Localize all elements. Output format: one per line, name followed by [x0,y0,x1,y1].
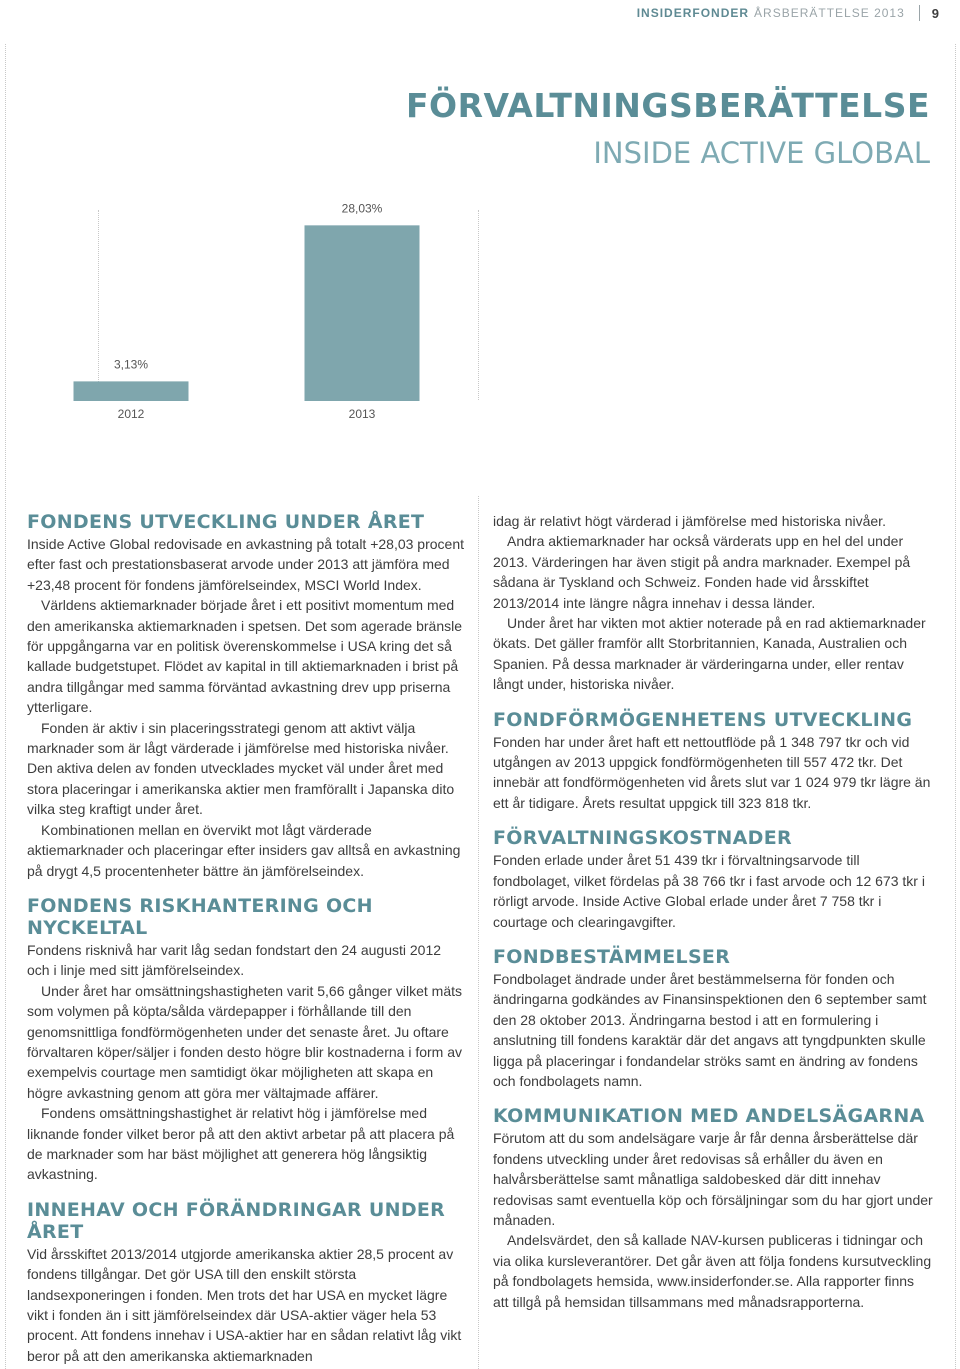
guide-line-center [478,496,479,1369]
bar-value-label: 3,13% [113,357,149,372]
paragraph: Vid årsskiftet 2013/2014 utgjorde amerikanska aktier 28,5 procent av fondens tillgångar. Det gör USA till den enskilt största landsexponeringen i fonden. Men trots det har USA en mycket lägre vikt i fonden än i sitt jämförelseindex där USA-aktier väger hela 53 procent. Att fondens innehav i USA-aktier har en sådan relativt låg vikt beror på att den amerikanska aktiemarknaden [27,1245,462,1364]
heading-riskhantering: FONDENS RISKHANTERING OCH NYCKELTAL [27,894,373,939]
left-column [27,511,467,1366]
paragraph: Under året har vikten mot aktier noterade på en rad aktiemarknader ökats. Det gäller framför allt Storbritannien, Kanada, Australien och Spanien. På dessa marknader är värderingarna under, eller rentav långt under, historiska nivåer. [493,615,926,693]
heading-fondformogenhet: FONDFÖRMÖGENHETENS UTVECKLING [493,708,913,731]
paragraph: Fonden är aktiv i sin placeringsstrategi genom att aktivt välja marknader som är lågt värderade i jämförelse med historiska nivåer. Den aktiva delen av fonden utvecklades mycket väl under året med stora placeringar i amerikanska aktier men framförallt i Japanska dito vilka steg kraftigt under året. [27,719,455,818]
paragraph: idag är relativt högt värderad i jämförelse med historiska nivåer. [493,513,886,529]
paragraph: Världens aktiemarknader började året i ett positivt momentum med den amerikanska aktiemarknaden i spetsen. Det som agerade bränsle för uppgångarna var en politisk överenskommelse i USA kring det så kallade budgetstupet. Flödet av kapital in till aktiemarknaden i brist på andra tillgångar med samma förväntad avkastning drev upp priserna ytterligare. [27,597,463,716]
return-bar-chart [0,0,960,440]
bar-value-label: 28,03% [341,201,383,216]
paragraph: Andelsvärdet, den så kallade NAV-kursen publiceras i tidningar och via olika kursleverantörer. Det går även att följa fondens kursutveckling på fondbolagets hemsida, www.insiderfonder.se. Alla rapporter finns att tillgå på hemsidan tillsammans med månadsrapporterna. [493,1232,932,1310]
paragraph: Fonden erlade under året 51 439 tkr i förvaltningsarvode till fondbolaget, vilket fördelas på 38 766 tkr i fast arvode och 12 673 tkr i rörligt arvode. Inside Active Global erlade under året 7 758 tkr i courtage och clearingavgifter. [493,852,925,930]
brand-name: INSIDERFONDER [636,6,750,20]
bar-2013 [305,225,420,401]
paragraph: Fondens omsättningshastighet är relativt hög i jämförelse med liknande fonder vilket beror på att den aktivt arbetar på att placera på de marknader som har bäst möjlighet att generera hög långsiktig avkastning. [27,1105,455,1183]
paragraph: Andra aktiemarknader har också värderats upp en hel del under 2013. Värderingen har även stigit på andra marknader. Exempel på sådana är Tyskland och Schweiz. Fonden hade vid årsskiftet 2013/2014 inte längre några innehav i dessa länder. [493,533,911,611]
right-column [493,511,933,1312]
page-subtitle: INSIDE ACTIVE GLOBAL [593,136,930,170]
paragraph: Förutom att du som andelsägare varje år får denna årsberättelse där fondens utveckling under året redovisas så erhåller du även en halvårsberättelse samt månatliga saldobesked där ditt innehav redovisas samt eventuella köp och försäljningar som du har gjort under månaden. [493,1130,933,1228]
paragraph: Fondens risknivå har varit låg sedan fondstart den 24 augusti 2012 och i linje med sitt jämförelseindex. [27,941,442,979]
heading-fondens-utveckling: FONDENS UTVECKLING UNDER ÅRET [27,511,425,533]
paragraph: Under året har omsättningshastigheten varit 5,66 gånger vilket mäts som volymen på köpta/sålda värdepapper i förhållande till den genomsnittliga fondförmögenheten under det senaste året. Ju oftare förvaltaren köper/säljer i fonden desto högre blir kostnaderna i form av exempelvis courtage men samtidigt ökar möjligheten att skapa en högre avkastning genom att göra mer vältajmade affärer. [27,982,463,1101]
heading-kommunikation: KOMMUNIKATION MED ANDELSÄGARNA [493,1105,925,1128]
bar-2012 [74,381,189,401]
page-title: FÖRVALTNINGSBERÄTTELSE [405,86,930,125]
heading-innehav: INNEHAV OCH FÖRÄNDRINGAR UNDER ÅRET [27,1198,446,1243]
paragraph: Inside Active Global redovisade en avkastning på totalt +28,03 procent efter fast och prestationsbaserat arvode under 2013 att jämföra med +23,48 procent för fondens jämförelseindex, MSCI World Index. [27,536,465,593]
paragraph: Fonden har under året haft ett nettoutflöde på 1 348 797 tkr och vid utgången av 2013 uppgick fondförmögenheten till 557 472 tkr. Det innebär att fondförmögenheten vid årets slut var 1 024 979 tkr lägre än ett år tidigare. Årets resultat uppgick till 323 818 tkr. [493,733,931,811]
heading-fondbestammelser: FONDBESTÄMMELSER [493,945,731,968]
document-title: ÅRSBERÄTTELSE 2013 [754,6,905,20]
paragraph: Kombinationen mellan en övervikt mot lågt värderade aktiemarknader och placeringar efter insiders gav alltså en avkastning på drygt 4,5 procentenheter bättre än jämförelseindex. [27,821,461,879]
category-label: 2013 [348,407,376,421]
heading-forvaltningskostnader: FÖRVALTNINGSKOSTNADER [493,827,792,850]
page-number: 9 [931,5,940,21]
category-label: 2012 [117,407,145,421]
paragraph: Fondbolaget ändrade under året bestämmelserna för fonden och ändringarna godkändes av Finansinspektionen den 6 september samt den 28 oktober 2013. Ändringarna bestod i att en formulering i anslutning till fondens karaktär där det angavs att tyngdpunkten skulle ligga på placeringar i fondandelar ströks samt en ändring av fondens och fondbolagets namn. [493,970,927,1089]
